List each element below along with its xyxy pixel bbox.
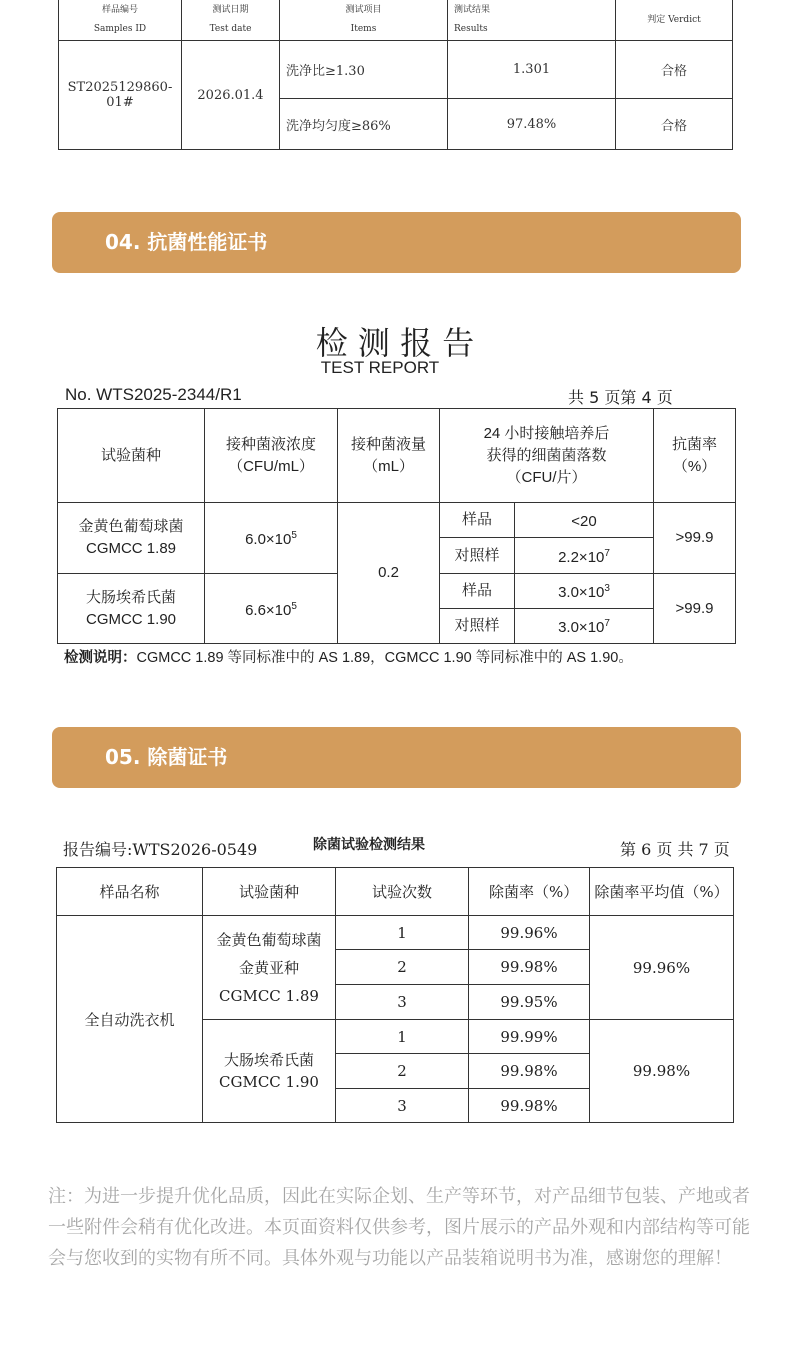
sterilize-page: 第 6 页 共 7 页 <box>620 840 730 859</box>
trial-rate: 99.98% <box>469 950 590 985</box>
antibacterial-table <box>57 408 736 644</box>
volume: 0.2 <box>338 503 440 644</box>
control-count: $2.2\times 10^7$ <box>515 538 654 574</box>
trial-number: 1 <box>336 916 469 950</box>
sterilization-table <box>56 867 734 1123</box>
antibacterial-rate: >99.9 <box>654 574 736 644</box>
sterilize-report-number: 报告编号:WTS2026-0549 <box>63 840 258 859</box>
footer-disclaimer: 注：为进一步提升优化品质，因此在实际企划、生产等环节，对产品细节包装、产地或者一些附件会稍有优化改进。本页面资料仅供参考，图片展示的产品外观和内部结构等可能会与您收到的实物有所不同。具体外观与功能以产品装箱说明书为准，感谢您的理解！ <box>48 1186 750 1269</box>
header-items: 测试项目 Items <box>280 0 448 41</box>
header-concentration: 接种菌液浓度 （CFU/mL） <box>205 409 338 503</box>
sample-count: $3.0\times 10^3$ <box>515 574 654 609</box>
trial-number: 2 <box>336 950 469 985</box>
report-title: 检 测 报 告 <box>315 324 475 362</box>
washing-test-table <box>58 0 733 150</box>
section-banner-antibacterial: 04. 抗菌性能证书 <box>52 212 741 273</box>
verdict: 合格 <box>616 41 733 99</box>
trial-number: 3 <box>336 985 469 1020</box>
header-sample-id: 样品编号 Samples ID <box>59 0 182 41</box>
report-note: 检测说明：CGMCC 1.89 等同标准中的 AS 1.89，CGMCC 1.90 等同标准中的 AS 1.90。 <box>64 650 633 666</box>
result: 97.48% <box>448 99 616 150</box>
control-count: $3.0\times 10^7$ <box>515 609 654 644</box>
header-sample-name: 样品名称 <box>57 868 203 916</box>
header-rate: 除菌率（%） <box>469 868 590 916</box>
header-volume: 接种菌液量 （mL） <box>338 409 440 503</box>
strain-name: 大肠埃希氏菌 CGMCC 1.90 <box>203 1020 336 1123</box>
report-number: No. WTS2025-2344/R1 <box>65 385 242 404</box>
trial-rate: 99.98% <box>469 1054 590 1089</box>
control-label: 对照样 <box>440 609 515 644</box>
average-rate: 99.98% <box>590 1020 734 1123</box>
verdict: 合格 <box>616 99 733 150</box>
strain-name: 金黄色葡萄球菌 CGMCC 1.89 <box>58 503 205 574</box>
header-strain: 试验菌种 <box>58 409 205 503</box>
average-rate: 99.96% <box>590 916 734 1020</box>
concentration: $6.6\times 10^5$ <box>205 574 338 644</box>
header-trials: 试验次数 <box>336 868 469 916</box>
sample-label: 样品 <box>440 503 515 538</box>
trial-rate: 99.98% <box>469 1089 590 1123</box>
sample-name: 全自动洗衣机 <box>57 916 203 1123</box>
header-rate: 抗菌率 （%） <box>654 409 736 503</box>
trial-rate: 99.99% <box>469 1020 590 1054</box>
concentration: $6.0\times 10^5$ <box>205 503 338 574</box>
item: 洗净比≥1.30 <box>280 41 448 99</box>
test-date: 2026.01.4 <box>182 41 280 150</box>
report-page: 共 5 页第 4 页 <box>568 388 673 407</box>
trial-number: 2 <box>336 1054 469 1089</box>
sterilize-title: 除菌试验检测结果 <box>313 837 425 853</box>
header-colony-count: 24 小时接触培养后 获得的细菌菌落数 （CFU/片） <box>440 409 654 503</box>
strain-name: 大肠埃希氏菌 CGMCC 1.90 <box>58 574 205 644</box>
header-results: 测试结果 Results <box>448 0 616 41</box>
header-test-date: 测试日期 Test date <box>182 0 280 41</box>
trial-rate: 99.96% <box>469 916 590 950</box>
antibacterial-rate: >99.9 <box>654 503 736 574</box>
trial-rate: 99.95% <box>469 985 590 1020</box>
sample-id: ST2025129860-01# <box>59 41 182 150</box>
sample-label: 样品 <box>440 574 515 609</box>
control-label: 对照样 <box>440 538 515 574</box>
header-verdict: 判定 Verdict <box>616 0 733 41</box>
sample-count: <20 <box>515 503 654 538</box>
result: 1.301 <box>448 41 616 99</box>
header-average: 除菌率平均值（%） <box>590 868 734 916</box>
header-strain: 试验菌种 <box>203 868 336 916</box>
report-subtitle: TEST REPORT <box>320 358 440 377</box>
section-banner-sterilization: 05. 除菌证书 <box>52 727 741 788</box>
item: 洗净均匀度≥86% <box>280 99 448 150</box>
trial-number: 1 <box>336 1020 469 1054</box>
strain-name: 金黄色葡萄球菌 金黄亚种 CGMCC 1.89 <box>203 916 336 1020</box>
trial-number: 3 <box>336 1089 469 1123</box>
